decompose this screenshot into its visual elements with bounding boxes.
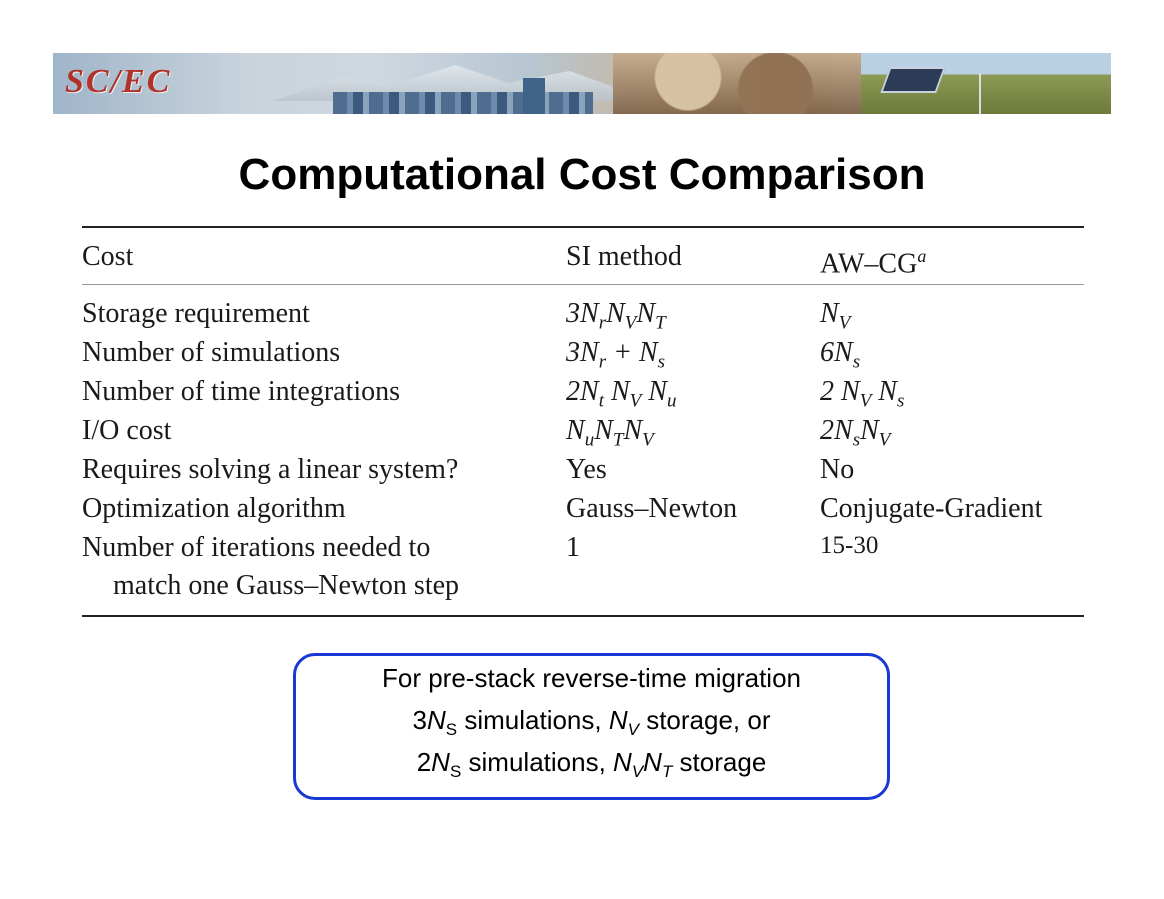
aw-simulations: $6N_s$ bbox=[820, 337, 861, 373]
callout-line-2-tail: storage, or bbox=[638, 705, 771, 735]
si-storage: $3N_rN_VN_T$ bbox=[566, 298, 666, 334]
row-label: Number of simulations bbox=[82, 337, 341, 368]
si-io-cost: $N_uN_TN_V$ bbox=[566, 415, 654, 451]
header-si-method: SI method bbox=[566, 241, 682, 272]
field-crew-image bbox=[613, 53, 863, 114]
row-label: Number of time integrations bbox=[82, 376, 401, 407]
callout-line-1: For pre-stack reverse-time migration bbox=[382, 663, 801, 693]
aw-storage: $N_V$ bbox=[820, 298, 851, 334]
si-time-integrations: $2N_t$ $N_V$ $N_u$ bbox=[566, 376, 677, 412]
si-linear-system: Yes bbox=[566, 454, 607, 485]
si-algorithm: Gauss–Newton bbox=[566, 493, 738, 524]
row-label: Number of iterations needed to bbox=[82, 532, 431, 563]
header-footnote-marker: a bbox=[917, 246, 927, 266]
aw-io-cost: $2N_sN_V$ bbox=[820, 415, 891, 451]
si-simulations: $3N_r + N_s$ bbox=[566, 337, 666, 373]
si-iterations: 1 bbox=[566, 532, 580, 563]
aw-linear-system: No bbox=[820, 454, 855, 485]
callout-line-3-tail: storage bbox=[672, 747, 767, 777]
solar-panel-image bbox=[880, 67, 945, 93]
row-label: I/O cost bbox=[82, 415, 172, 446]
row-label-continued: match one Gauss–Newton step bbox=[113, 570, 460, 601]
table-top-rule bbox=[82, 226, 1084, 228]
table-bottom-rule bbox=[82, 615, 1084, 617]
aw-algorithm: Conjugate-Gradient bbox=[820, 493, 1043, 524]
slide-title: Computational Cost Comparison bbox=[238, 150, 926, 199]
row-label: Requires solving a linear system? bbox=[82, 454, 459, 485]
skyscraper-image bbox=[523, 78, 545, 114]
callout-line-3-text: simulations, bbox=[461, 747, 614, 777]
aw-time-integrations: 2 $N_V$ $N_s$ bbox=[820, 376, 905, 412]
header-aw-cg-label: AW–CG bbox=[820, 248, 918, 280]
callout-line-3-coef: 2 bbox=[416, 747, 432, 777]
header-aw-cg bbox=[820, 237, 926, 283]
aw-iterations: 15-30 bbox=[820, 532, 879, 559]
gps-tripod-image bbox=[979, 73, 981, 114]
row-label: Optimization algorithm bbox=[82, 493, 346, 524]
city-skyline-image bbox=[333, 92, 593, 114]
callout-line-3: $2N_S$ simulations, $N_VN_T$ storage bbox=[416, 747, 767, 782]
scec-logo: SC/EC bbox=[65, 63, 172, 100]
header-banner bbox=[53, 53, 1111, 114]
callout-line-2-text: simulations, bbox=[457, 705, 609, 735]
table-header-rule bbox=[82, 284, 1084, 285]
callout-line-2-coef: 3 bbox=[412, 705, 427, 735]
callout-line-2: $3N_S$ simulations, $N_V$ storage, or bbox=[412, 705, 771, 740]
header-cost: Cost bbox=[82, 241, 134, 272]
row-label: Storage requirement bbox=[82, 298, 310, 329]
